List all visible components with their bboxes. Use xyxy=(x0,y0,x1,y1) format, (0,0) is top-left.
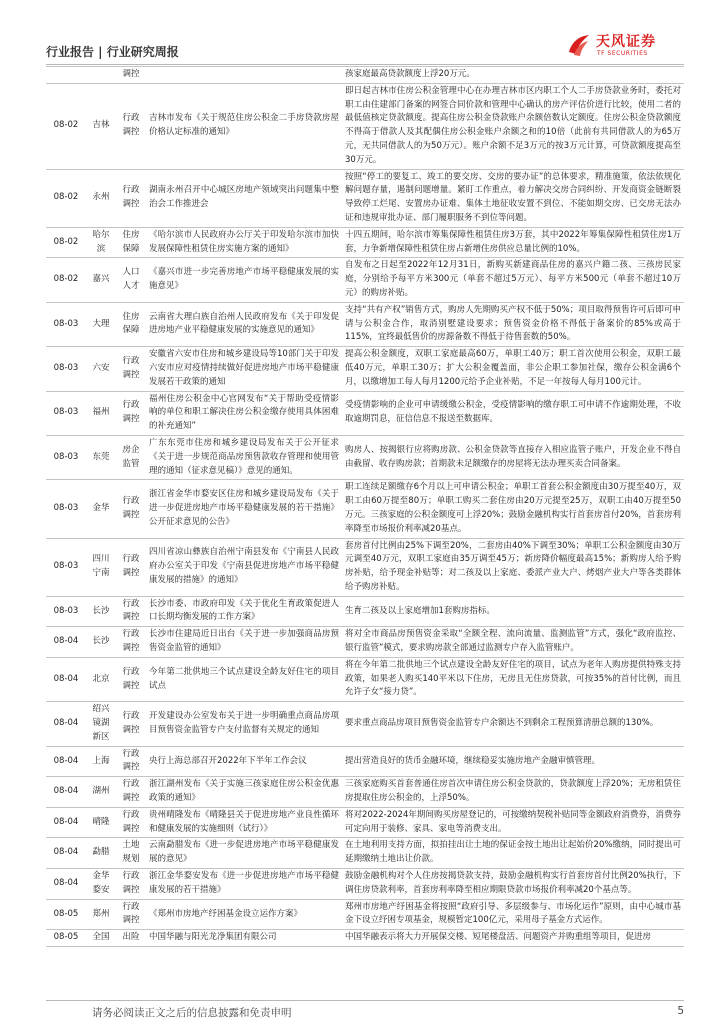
cell-policy-detail: 郑州市房地产纾困基金将按照“政府引导、多层级参与、市场化运作”原则，由中心城市基金下设立纾困专项基金，规模暂定100亿元，采用母子基金方式运作。 xyxy=(342,899,684,930)
cell-policy-type: 行政调控 xyxy=(116,596,146,627)
cell-date: 08-05 xyxy=(46,930,86,947)
cell-city: 吉林 xyxy=(86,83,116,169)
cell-policy-title: 《嘉兴市进一步完善房地产市场平稳健康发展的实施意见》 xyxy=(146,258,342,302)
footer-divider xyxy=(46,1000,684,1001)
cell-city: 绍兴镜湖新区 xyxy=(86,702,116,746)
cell-policy-title: 吉林市发布《关于规范住房公积金二手房贷款房屋价格认定标准的通知》 xyxy=(146,83,342,169)
cell-policy-title: 四川省凉山彝族自治州宁南县发布《宁南县人民政府办公室关于印发《宁南县促进房地产市场平稳健康发展的措施》的通知》 xyxy=(146,538,342,596)
page-header xyxy=(0,0,724,64)
cell-date: 08-03 xyxy=(46,435,86,479)
cell-city: 长沙 xyxy=(86,596,116,627)
cell-policy-title: 福州住房公积金中心官网发布“关于帮助受疫情影响的单位和职工解决住房公积金缴存使用具体困难的补充通知” xyxy=(146,391,342,435)
cell-policy-detail: 将对2022-2024年期间购买房屋登记的，可按缴纳契税补贴同等金额政府消费券，消费券可定向用于装修、家具、家电等消费支出。 xyxy=(342,807,684,838)
cell-policy-detail: 自发布之日起至2022年12月31日，新购买新建商品住房的嘉兴户籍二孩、三孩房民家庭，分别给予每平方米300元（单套不超过5万元）、每平方米500元（单套不超过10万元）的购房补贴。 xyxy=(342,258,684,302)
cell-date: 08-05 xyxy=(46,899,86,930)
cell-policy-title: 浙江省金华市婺安区住房和城乡建设局发布《关于进一步促进房地产市场平稳健康发展的若干措施》公开征求意见的公告》 xyxy=(146,480,342,538)
cell-policy-detail: 职工连续足额缴存6个月以上可申请公积金；单职工首套公积金额度由30万提至40万，双职工由60万提至80万；单职工购买二套住房由20万元提至25万，双职工由40万提至50万元。三孩家庭的公积金额度可上浮20%；鼓励金融机构实行首套房首付20%，首套房利率降至市场报价利率减20基点。 xyxy=(342,480,684,538)
cell-policy-type: 出险 xyxy=(116,930,146,947)
table-row xyxy=(46,480,684,538)
cell-city: 全国 xyxy=(86,930,116,947)
table-row xyxy=(46,930,684,947)
cell-city: 勐腊 xyxy=(86,838,116,869)
cell-date: 08-03 xyxy=(46,538,86,596)
cell-policy-title: 长沙市住建局近日出台《关于进一步加强商品房预售资金监管的通知》 xyxy=(146,627,342,658)
cell-date: 08-02 xyxy=(46,83,86,169)
cell-policy-type: 行政调控 xyxy=(116,899,146,930)
cell-date: 08-04 xyxy=(46,627,86,658)
cell-policy-detail: 要求重点商品房项目预售资金监管专户余额达不到剩余工程预算清册总额的130%。 xyxy=(342,702,684,746)
cell-city: 大理 xyxy=(86,302,116,346)
table-row xyxy=(46,657,684,701)
policy-table-body xyxy=(46,67,684,947)
cell-policy-title: 云南勐腊发布《进一步促进房地产市场平稳健康发展的意见》 xyxy=(146,838,342,869)
header-divider xyxy=(46,64,684,65)
cell-date xyxy=(46,67,86,84)
table-row xyxy=(46,869,684,900)
cell-date: 08-03 xyxy=(46,480,86,538)
cell-city: 哈尔滨 xyxy=(86,227,116,258)
table-row xyxy=(46,777,684,808)
table-row xyxy=(46,302,684,346)
cell-policy-detail: 即日起吉林市住房公积金管理中心在办理吉林市区内职工个人二手房贷款业务时，委托对职工由住建部门备案的网签合同价款和管理中心确认的房产评估价进行比较，使用二者的最低值核定贷款额度。提高住房公积金贷款账户余额倍数认定额度。住房公积金贷款额度不得高于借款人及其配偶住房公积金账户余额之和的10倍（此前有共同借款人的为65万元，无共同借款人的为50万元）。账户余额不足3万元的按3万元计算，可贷款额度提高至30万元。 xyxy=(342,83,684,169)
cell-policy-detail: 中国华融表示将大力开展保交楼、短尾楼盘活、问题资产并购重组等项目，促进房 xyxy=(342,930,684,947)
cell-city: 六安 xyxy=(86,347,116,391)
cell-policy-title: 中国华融与阳光龙净集团有限公司 xyxy=(146,930,342,947)
table-row xyxy=(46,899,684,930)
cell-date: 08-04 xyxy=(46,746,86,777)
cell-policy-type: 行政调控 xyxy=(116,807,146,838)
page-number: 5 xyxy=(677,1005,684,1017)
cell-policy-type: 行政调控 xyxy=(116,347,146,391)
cell-city: 嘉兴 xyxy=(86,258,116,302)
disclaimer-note: 请务必阅读正文之后的信息披露和免责申明 xyxy=(92,1007,292,1019)
cell-policy-title: 今年第二批供地三个试点建设全龄友好住宅的项目试点 xyxy=(146,657,342,701)
cell-city: 福州 xyxy=(86,391,116,435)
cell-city xyxy=(86,67,116,84)
cell-date: 08-02 xyxy=(46,227,86,258)
table-row xyxy=(46,227,684,258)
cell-policy-title: 长沙市委、市政府印发《关于优化生育政策促进人口长期均衡发展的工作方案》 xyxy=(146,596,342,627)
cell-date: 08-04 xyxy=(46,657,86,701)
cell-date: 08-04 xyxy=(46,777,86,808)
cell-city: 湖州 xyxy=(86,777,116,808)
table-row xyxy=(46,596,684,627)
table-row xyxy=(46,67,684,84)
cell-city: 永州 xyxy=(86,169,116,227)
cell-date: 08-02 xyxy=(46,169,86,227)
cell-policy-detail: 孩家庭最高贷款额度上浮20万元。 xyxy=(342,67,684,84)
cell-date: 08-04 xyxy=(46,869,86,900)
cell-date: 08-02 xyxy=(46,258,86,302)
report-category: 行业报告 | 行业研究周报 xyxy=(46,45,179,59)
cell-policy-detail: 将对全市商品房预售资金采取“全额全程、流向流量、监测监管”方式，强化“政府监控、银行监管”模式，要求购房款全部通过监测专户存入监管账户。 xyxy=(342,627,684,658)
logo-text-en: TF SECURITIES xyxy=(597,50,648,57)
cell-policy-type: 行政调控 xyxy=(116,391,146,435)
table-row xyxy=(46,746,684,777)
cell-policy-detail: 鼓励金融机构对个人住房按揭贷款支持，鼓励金融机构实行首套房首付比例20%执行，下调住房贷款利率，首套房利率降至相应期限贷款市场报价利率减20个基点等。 xyxy=(342,869,684,900)
table-row xyxy=(46,702,684,746)
table-row xyxy=(46,347,684,391)
cell-policy-detail: 三孩家庭购买首套普通住房首次申请住房公积金贷款的，贷款额度上浮20%；无房租赁住房提取住房公积金的，上浮50%。 xyxy=(342,777,684,808)
cell-policy-title: 《郑州市房地产纾困基金设立运作方案》 xyxy=(146,899,342,930)
table-row xyxy=(46,838,684,869)
cell-city: 东莞 xyxy=(86,435,116,479)
cell-city: 四川宁南 xyxy=(86,538,116,596)
cell-policy-detail: 按照“停工的要复工、竣工的要交房、交房的要办证”的总体要求，精准施策，依法依规化解问题存量，遏制问题增量。紧盯工作重点，着力解决交房合同纠纷、开发商资金链断裂导致停工烂尾、安置房办证难、集体土地征收安置不到位、不能如期交房、已交房无法办证和违规审批办证、部门履职服务不到位等问题。 xyxy=(342,169,684,227)
cell-date: 08-04 xyxy=(46,838,86,869)
cell-city: 郑州 xyxy=(86,899,116,930)
cell-policy-detail: 购房人、按揭银行应将购房款、公积金贷款等直接存入相应监管子账户，开发企业不得自由截留、收存购房款；首期款未足额缴存的房屋将无法办理买卖合同备案。 xyxy=(342,435,684,479)
cell-policy-type: 行政调控 xyxy=(116,702,146,746)
cell-policy-title: 《哈尔滨市人民政府办公厅关于印发哈尔滨市加快发展保障性租赁住房实施方案的通知》 xyxy=(146,227,342,258)
cell-policy-title: 浙江湖州发布《关于实施三孩家庭住房公积金优惠政策的通知》 xyxy=(146,777,342,808)
cell-policy-title: 浙江金华婺安发布《进一步促进房地产市场平稳健康发展的若干措施》 xyxy=(146,869,342,900)
cell-policy-type: 房企监管 xyxy=(116,435,146,479)
cell-policy-type: 行政调控 xyxy=(116,777,146,808)
cell-policy-detail: 生育二孩及以上家庭增加1套购房指标。 xyxy=(342,596,684,627)
table-row xyxy=(46,83,684,169)
table-row xyxy=(46,627,684,658)
cell-policy-title: 云南省大理白族自治州人民政府发布《关于印发促进房地产业平稳健康发展的实施意见的通知》 xyxy=(146,302,342,346)
cell-policy-type: 行政调控 xyxy=(116,746,146,777)
cell-policy-type: 住房保障 xyxy=(116,227,146,258)
brand-logo xyxy=(566,28,684,62)
cell-policy-detail: 套房首付比例由25%下调至20%，二套房由40%下调至30%；单职工公积金额度由30万元调至40万元，双职工家庭由35万调至45万；新房降价幅度最高15%；新购房人给予购房补贴，给予现金补贴等；对二孩及以上家庭、委派产业大户、烤烟产业大户等各类群体给予购房补贴。 xyxy=(342,538,684,596)
cell-policy-detail: 提出营造良好的货币金融环境，继续稳妥实施房地产金融审慎管理。 xyxy=(342,746,684,777)
table-row xyxy=(46,258,684,302)
logo-icon xyxy=(566,32,592,58)
policy-table xyxy=(46,66,684,947)
cell-city: 上海 xyxy=(86,746,116,777)
cell-date: 08-03 xyxy=(46,347,86,391)
table-row xyxy=(46,538,684,596)
table-row xyxy=(46,391,684,435)
cell-date: 08-04 xyxy=(46,702,86,746)
cell-policy-title: 央行上海总部召开2022年下半年工作会议 xyxy=(146,746,342,777)
cell-policy-detail: 将在今年第二批供地三个试点建设全龄友好住宅的项目，试点为老年人购房提供特殊支持政策，如果老人购买140平米以下住房，无房且无住房贷款，可按35%的首付比例，而且允许子女“接力贷”。 xyxy=(342,657,684,701)
cell-policy-title: 广东东莞市住房和城乡建设局发布关于公开征求《关于进一步规范商品房预售款收存管理和使用管理的通知（征求意见稿）》意见的通知。 xyxy=(146,435,342,479)
cell-policy-title: 贵州晴隆发布《晴隆县关于促进房地产业良性循环和健康发展的实施细则（试行）》 xyxy=(146,807,342,838)
cell-date: 08-03 xyxy=(46,302,86,346)
cell-policy-type: 行政调控 xyxy=(116,657,146,701)
cell-policy-detail: 十四五期间，哈尔滨市筹集保障性租赁住房3万套，其中2022年筹集保障性租赁住房1万套，力争新增保障性租赁住房占新增住房供应总量比例的10%。 xyxy=(342,227,684,258)
cell-policy-type: 行政调控 xyxy=(116,627,146,658)
table-row xyxy=(46,169,684,227)
cell-city: 金华 xyxy=(86,480,116,538)
cell-policy-type: 行政调控 xyxy=(116,538,146,596)
cell-policy-type: 行政调控 xyxy=(116,869,146,900)
cell-policy-type: 行政调控 xyxy=(116,169,146,227)
cell-policy-type: 行政调控 xyxy=(116,83,146,169)
cell-policy-detail: 受疫情影响的企业可申请缓缴公积金，受疫情影响的缴存职工可申请不作逾期处理，不收取逾期罚息，征信信息不报送至数据库。 xyxy=(342,391,684,435)
cell-policy-type: 人口人才 xyxy=(116,258,146,302)
cell-policy-title: 湖南永州召开中心城区房地产领域突出问题集中整治会工作推进会 xyxy=(146,169,342,227)
cell-policy-detail: 在土地利用支持方面，拟拍挂出让土地的保证金按土地出让起始价20%缴纳，同时提出可延期缴纳土地出让价款。 xyxy=(342,838,684,869)
cell-policy-type: 住房保障 xyxy=(116,302,146,346)
logo-text-cn: 天风证券 xyxy=(596,34,656,50)
cell-policy-detail: 支持“共有产权”销售方式，购房人先期购买产权不低于50%；项目取得预售许可后即可申请与公积金合作，取消别墅建设要求；预售资金价格不得低于备案价的85%或高于115%，宜终最低售价的房源备数不得低于待售套数的50%。 xyxy=(342,302,684,346)
table-row xyxy=(46,435,684,479)
cell-policy-detail: 提高公积金额度，双职工家庭最高60万，单职工40万；职工首次使用公积金，双职工最低40万元，单职工30万；扩大公积金覆盖面，非公企职工参加社保，缴存公积金满6个月，以缴增加工每人每月1200元给予企业补贴，不足一年按每人每月100元计。 xyxy=(342,347,684,391)
cell-policy-type: 行政调控 xyxy=(116,480,146,538)
cell-city: 北京 xyxy=(86,657,116,701)
cell-date: 08-04 xyxy=(46,807,86,838)
cell-date: 08-03 xyxy=(46,391,86,435)
cell-date: 08-03 xyxy=(46,596,86,627)
cell-policy-title: 安徽省六安市住房和城乡建设局等10部门关于印发六安市应对疫情持续做好促进房地产市场平稳健康发展若干政策的通知 xyxy=(146,347,342,391)
cell-policy-title xyxy=(146,67,342,84)
cell-city: 金华婺安 xyxy=(86,869,116,900)
cell-policy-type: 土地规划 xyxy=(116,838,146,869)
table-row xyxy=(46,807,684,838)
cell-policy-title: 开发建设办公室发布关于进一步明确重点商品房项目预售资金监管专户支付监督有关规定的通知 xyxy=(146,702,342,746)
cell-city: 长沙 xyxy=(86,627,116,658)
cell-city: 晴隆 xyxy=(86,807,116,838)
cell-policy-type: 调控 xyxy=(116,67,146,84)
